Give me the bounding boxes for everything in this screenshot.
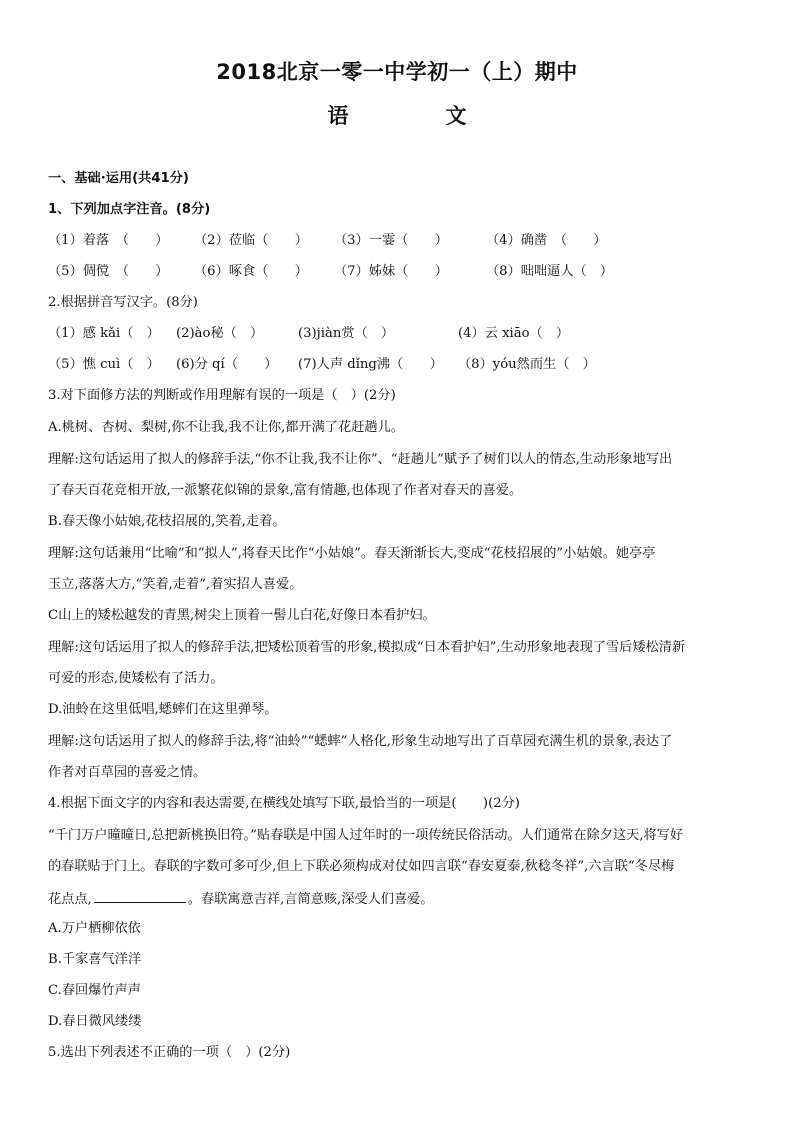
- q4-passage-text: 。春联寓意吉祥,言简意赅,深受人们喜爱。: [187, 892, 434, 907]
- q2-item: （5）憔 cuì（ ）: [48, 357, 160, 372]
- section-heading: 一、基础·运用(共41分): [48, 171, 189, 186]
- q2-item: （1）感 kǎi（ ）: [48, 326, 160, 341]
- q5-stem: 5.选出下列表述不正确的一项（ ）(2分): [48, 1045, 291, 1060]
- q3-option-c: C山上的矮松越发的青黑,树尖上顶着一髻儿白花,好像日本看护妇。: [48, 608, 436, 623]
- q4-stem: 4.根据下面文字的内容和表达需要,在横线处填写下联,最恰当的一项是( )(2分): [48, 796, 520, 811]
- q4-passage-text: 花点点,: [48, 892, 92, 907]
- q2-item: (4）云 xiāo（ ）: [458, 326, 570, 341]
- q2-row1: [48, 325, 569, 343]
- q1-row2: [48, 263, 613, 281]
- q4-option-c: C.春回爆竹声声: [48, 983, 141, 998]
- q3-explanation-b-line2: 玉立,落落大方,“笑着,走着”,着实招人喜爱。: [48, 577, 303, 592]
- q2-item: (2)ào秘（ ）: [176, 326, 264, 341]
- q4-passage-line3: [48, 889, 434, 909]
- q4-passage-line2: 的春联贴于门上。春联的字数可多可少,但上下联必须构成对仗如四言联“春安夏泰,秋稔冬祥”,六言联“冬尽梅: [48, 859, 675, 874]
- q3-explanation-a-line1: 理解:这句话运用了拟人的修辞手法,“你不让我,我不让你”、“赶趟儿”赋予了树们以人的情态,生动形象地写出: [48, 452, 673, 467]
- q3-stem: 3.对下面修方法的判断或作用理解有误的一项是（ ）(2分): [48, 388, 396, 403]
- q4-option-b: B.千家喜气洋洋: [48, 952, 142, 967]
- q3-explanation-c-line2: 可爱的形态,使矮松有了活力。: [48, 671, 224, 686]
- subject-title: 语 文: [327, 104, 505, 128]
- q1-stem: 1、下列加点字注音。(8分): [48, 202, 211, 217]
- q1-item: （7）姊妹（ ）: [334, 264, 448, 279]
- q4-option-d: D.春日微风缕缕: [48, 1014, 142, 1029]
- q4-passage-line1: “千门万户曈曈日,总把新桃换旧符。”贴春联是中国人过年时的一项传统民俗活动。人们通常在除夕这天,将写好: [48, 828, 684, 843]
- q1-item: （4）确凿 （ ）: [486, 233, 607, 248]
- q3-explanation-a-line2: 了春天百花竞相开放,一派繁花似锦的景象,富有情趣,也体现了作者对春天的喜爱。: [48, 483, 523, 498]
- q3-explanation-d-line1: 理解:这句话运用了拟人的修辞手法,将“油蛉”“蟋蟀”人格化,形象生动地写出了百草园充满生机的景象,表达了: [48, 734, 673, 749]
- q3-option-b: B.春天像小姑娘,花枝招展的,笑着,走着。: [48, 514, 286, 529]
- q3-option-d: D.油蛉在这里低唱,蟋蟀们在这里弹琴。: [48, 702, 278, 717]
- q1-item: （8）咄咄逼人（ ）: [486, 264, 614, 279]
- q3-explanation-d-line2: 作者对百草园的喜爱之情。: [48, 765, 207, 780]
- q3-explanation-b-line1: 理解:这句话兼用“比喻”和“拟人”,将春天比作“小姑娘”。春天渐渐长大,变成“花枝招展的”小姑娘。她亭亭: [48, 546, 656, 561]
- q4-answer-blank: [94, 889, 186, 903]
- q1-item: （3）一霎（ ）: [334, 233, 448, 248]
- q4-option-a: A.万户栖柳依依: [48, 921, 141, 936]
- q2-row2: [48, 356, 596, 374]
- q3-option-a: A.桃树、杏树、梨树,你不让我,我不让你,都开满了花赶趟儿。: [48, 420, 404, 435]
- q1-item: （5）倜傥 （ ）: [48, 264, 169, 279]
- q1-row1: [48, 232, 606, 250]
- q1-item: （2）莅临（ ）: [194, 233, 308, 248]
- q1-item: （1）着落 （ ）: [48, 233, 169, 248]
- q2-item: (7)人声 dǐng沸（ ）: [298, 357, 443, 372]
- q2-item: (3)jiàn赏（ ）: [298, 326, 395, 341]
- page-title: 2018北京一零一中学初一（上）期中: [216, 60, 578, 84]
- q2-stem: 2.根据拼音写汉字。(8分): [48, 295, 198, 310]
- q3-explanation-c-line1: 理解:这句话运用了拟人的修辞手法,把矮松顶着雪的形象,模拟成“日本看护妇”,生动形象地表现了雪后矮松清新: [48, 640, 686, 655]
- q1-item: （6）啄食（ ）: [194, 264, 308, 279]
- q2-item: （8）yóu然而生（ ）: [458, 357, 596, 372]
- q2-item: (6)分 qí（ ）: [176, 357, 278, 372]
